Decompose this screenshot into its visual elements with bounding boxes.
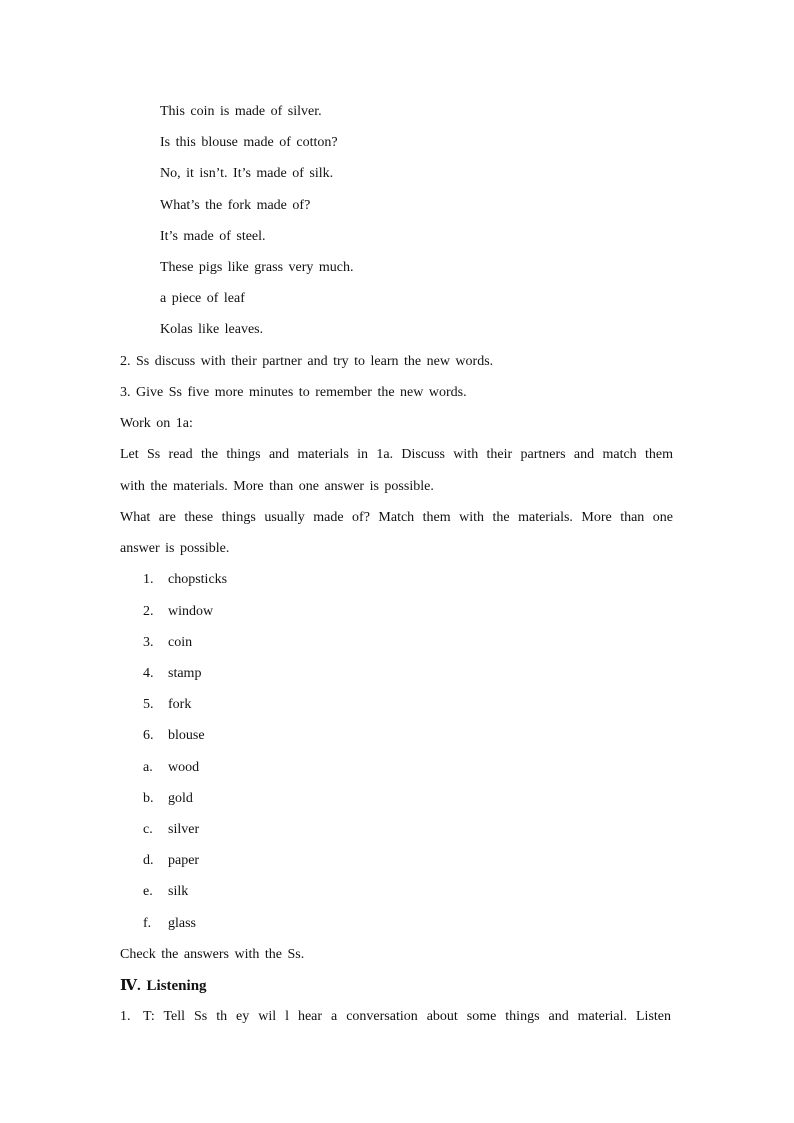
work-on-heading: Work on 1a: [120, 416, 193, 431]
list-marker: f. [143, 916, 152, 931]
list-marker: 3. [143, 635, 154, 650]
list-marker: c. [143, 822, 153, 837]
list-marker: 1. [120, 1009, 131, 1024]
instruction-paragraph-line: with the materials. More than one answer is possible. [120, 479, 434, 494]
step-2-text: 2. Ss discuss with their partner and try to learn the new words. [120, 354, 494, 369]
list-item: coin [168, 635, 193, 650]
example-phrase: a piece of leaf [160, 291, 245, 306]
list-item: paper [168, 853, 200, 868]
list-item: silk [168, 884, 189, 899]
example-sentence: No, it isn’t. It’s made of silk. [160, 166, 334, 181]
list-marker: a. [143, 760, 153, 775]
list-item: chopsticks [168, 572, 228, 587]
list-marker: 5. [143, 697, 154, 712]
list-item: blouse [168, 728, 205, 743]
list-marker: 6. [143, 728, 154, 743]
list-marker: e. [143, 884, 153, 899]
list-item: stamp [168, 666, 202, 681]
list-item: glass [168, 916, 196, 931]
list-marker: 4. [143, 666, 154, 681]
instruction-paragraph-line: Let Ss read the things and materials in 1a. Discuss with their partners and match them [120, 447, 673, 462]
example-sentence: Is this blouse made of cotton? [160, 135, 338, 150]
listening-step-text: T: Tell Ss th ey wil l hear a conversation about some things and material. Listen [143, 1009, 671, 1024]
list-marker: 2. [143, 604, 154, 619]
list-marker: d. [143, 853, 154, 868]
step-3-text: 3. Give Ss five more minutes to remember the new words. [120, 385, 467, 400]
question-paragraph-line: What are these things usually made of? Match them with the materials. More than one [120, 510, 673, 525]
list-marker: 1. [143, 572, 154, 587]
question-paragraph-line: answer is possible. [120, 541, 230, 556]
example-sentence: What’s the fork made of? [160, 198, 311, 213]
list-marker: b. [143, 791, 154, 806]
list-item: wood [168, 760, 200, 775]
example-sentence: This coin is made of silver. [160, 104, 322, 119]
example-sentence: These pigs like grass very much. [160, 260, 354, 275]
example-sentence: Kolas like leaves. [160, 322, 264, 337]
list-item: gold [168, 791, 193, 806]
example-sentence: It’s made of steel. [160, 229, 266, 244]
list-item: silver [168, 822, 200, 837]
list-item: window [168, 604, 214, 619]
section-heading-listening: Ⅳ. Listening [120, 978, 207, 994]
check-answers-text: Check the answers with the Ss. [120, 947, 305, 962]
list-item: fork [168, 697, 192, 712]
